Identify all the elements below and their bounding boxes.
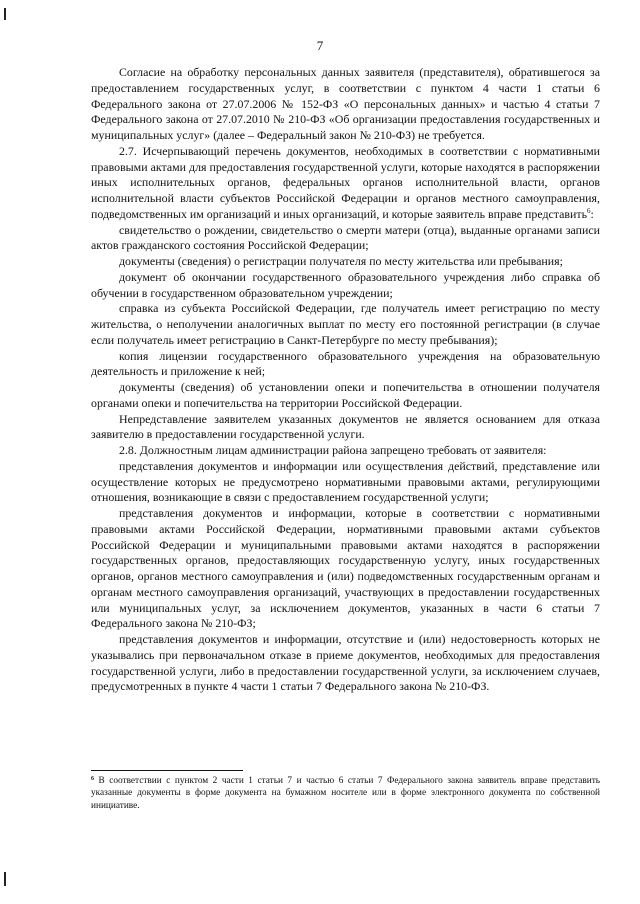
- list-item-license-copy: копия лицензии государственного образовательного учреждения на образовательную деятельность и приложение к ней;: [91, 348, 600, 379]
- footnote-reference: 6: [587, 206, 591, 215]
- list-item-guardianship-documents: документы (сведения) об установлении опеки и попечительства в отношении получателя органами опеки и попечительства на территории Российской Федерации.: [91, 380, 600, 410]
- footnote-marker: 6: [91, 776, 94, 782]
- list-item-prohibition-3: представления документов и информации, отсутствие и (или) недостоверность которых не указывались при первоначальном отказе в приеме документов, необходимых для предоставления государственной услуги, либо в предоставлении государственной услуги, за исключением случаев, предусмотренных в пункте 4 части 1 статьи 7 Федерального закона № 210-ФЗ.: [91, 632, 600, 694]
- list-item-prohibition-1: представления документов и информации или осуществления действий, представление или осуществление которых не предусмотрено нормативными правовыми актами, регулирующими отношения, возникающие в связи с предоставлением государственной услуги;: [91, 458, 600, 505]
- scan-margin-mark-top: [4, 8, 6, 20]
- list-item-birth-certificate: свидетельство о рождении, свидетельство о смерти матери (отца), выданные органами записи актов гражданского состояния Российской Федерации;: [91, 222, 600, 253]
- page-number: 7: [316, 38, 324, 53]
- list-item-graduation-document: документ об окончании государственного образовательного учреждения либо справка об обучении в государственном образовательном учреждении;: [91, 269, 600, 300]
- footnote: [91, 775, 600, 812]
- footnote-separator: [91, 770, 243, 771]
- paragraph-2-7-colon: :: [590, 206, 594, 221]
- list-item-regional-certificate: справка из субъекта Российской Федерации, где получатель имеет регистрацию по месту жительства, о неполучении аналогичных выплат по месту его постоянной регистрации (в случае если получатель имеет регистрацию в Санкт-Петербурге по месту пребывания);: [91, 301, 600, 347]
- paragraph-non-submission: Непредставление заявителем указанных документов не является основанием для отказа заявителю в предоставлении государственной услуги.: [91, 411, 600, 442]
- paragraph-2-7-text: 2.7. Исчерпывающий перечень документов, необходимых в соответствии с нормативными правовыми актами для предоставления государственной услуги, которые находятся в распоряжении иных исполнительных органов, федеральных органов исполнительной власти, органов исполнительной власти субъектов Российской Федерации и органов местного самоуправления, подведомственных им организаций и иных организаций, и которые заявитель вправе представить: [91, 143, 600, 221]
- list-item-prohibition-2: представления документов и информации, которые в соответствии с нормативными правовыми актами Российской Федерации, нормативными правовыми актами субъектов Российской Федерации и муниципальными правовыми актами находятся в распоряжении государственных органов, предоставляющих государственную услугу, иных государственных органов, органов местного самоуправления и (или) подведомственных государственным органам и органам местного самоуправления организаций, участвующих в предоставлении государственных или муниципальных услуг, за исключением документов, указанных в части 6 статьи 7 Федерального закона № 210-ФЗ;: [91, 506, 600, 631]
- scan-margin-mark-bottom: [4, 872, 6, 886]
- document-body: [91, 65, 600, 695]
- list-item-registration-documents: документы (сведения) о регистрации получателя по месту жительства или пребывания;: [119, 254, 563, 268]
- paragraph-2-8: 2.8. Должностным лицам администрации района запрещено требовать от заявителя:: [119, 443, 547, 457]
- footnote-text: В соответствии с пунктом 2 части 1 статьи 7 и частью 6 статьи 7 Федерального закона заявитель вправе представить указанные документы в форме документа на бумажном носителе или в форме электронного документа по собственной инициативе.: [91, 776, 601, 811]
- paragraph-2-7: [91, 144, 600, 223]
- paragraph-consent: Согласие на обработку персональных данных заявителя (представителя), обратившегося за предоставлением государственных услуг, в соответствии с пунктом 4 части 1 статьи 6 Федерального закона от 27.07.2006 № 152-ФЗ «О персональных данных» и частью 4 статьи 7 Федерального закона от 27.07.2010 № 210-ФЗ «Об организации предоставления государственных и муниципальных услуг» (далее – Федеральный закон № 210-ФЗ) не требуется.: [91, 65, 600, 142]
